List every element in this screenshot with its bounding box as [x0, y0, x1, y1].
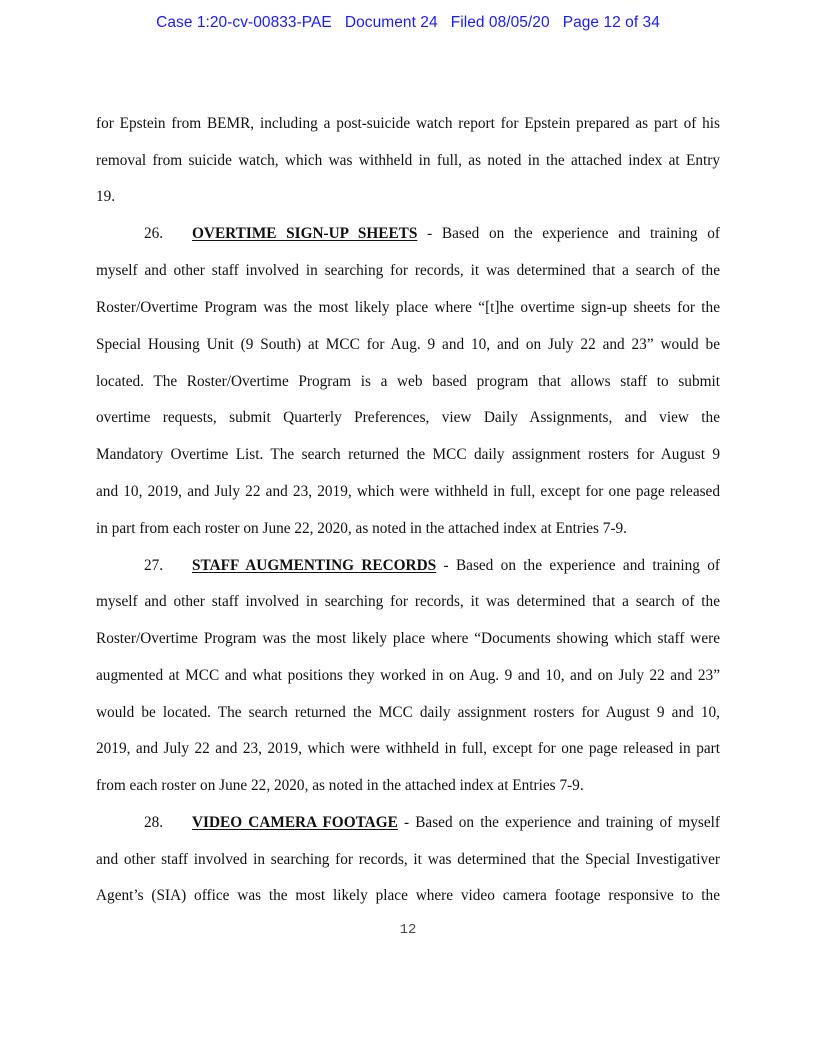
body-line: myself and other staff involved in searching for records, it was determined that a search of the	[96, 593, 720, 610]
body-line: for Epstein from BEMR, including a post-suicide watch report for Epstein prepared as part of his	[96, 115, 720, 132]
page-number: 12	[399, 922, 417, 938]
body-line: and other staff involved in searching for records, it was determined that the Special Investigativer	[96, 851, 720, 868]
body-line: in part from each roster on June 22, 2020, as noted in the attached index at Entries 7-9.	[96, 520, 627, 537]
paragraph-heading: OVERTIME SIGN-UP SHEETS	[192, 225, 418, 242]
paragraph-text: - Based on the experience and training of	[417, 225, 721, 242]
paragraph-number: 28.	[144, 814, 164, 831]
paragraph-heading: STAFF AUGMENTING RECORDS	[192, 557, 437, 574]
paragraph-text: - Based on the experience and training of myself	[397, 814, 720, 831]
body-line: removal from suicide watch, which was withheld in full, as noted in the attached index at Entry	[96, 152, 720, 169]
paragraph-number: 27.	[144, 557, 164, 574]
body-line: from each roster on June 22, 2020, as noted in the attached index at Entries 7-9.	[96, 777, 584, 794]
body-line: located. The Roster/Overtime Program is a web based program that allows staff to submit	[96, 373, 720, 390]
paragraph-27-first-line	[96, 556, 720, 576]
paragraph-28-first-line	[96, 813, 720, 833]
body-line: Special Housing Unit (9 South) at MCC for Aug. 9 and 10, and on July 22 and 23” would be	[96, 336, 720, 353]
paragraph-26-first-line	[96, 224, 720, 244]
paragraph-number: 26.	[144, 225, 164, 242]
body-line: augmented at MCC and what positions they worked in on Aug. 9 and 10, and on July 22 and 23”	[96, 667, 720, 684]
paragraph-heading: VIDEO CAMERA FOOTAGE	[192, 814, 398, 831]
body-line: Roster/Overtime Program was the most likely place where “[t]he overtime sign-up sheets for the	[96, 299, 720, 316]
body-line: 19.	[96, 188, 116, 205]
body-line: Roster/Overtime Program was the most likely place where “Documents showing which staff were	[96, 630, 720, 647]
body-line: 2019, and July 22 and 23, 2019, which were withheld in full, except for one page released in part	[96, 740, 720, 757]
body-line: would be located. The search returned the MCC daily assignment rosters for August 9 and 10,	[96, 704, 720, 721]
body-line: and 10, 2019, and July 22 and 23, 2019, which were withheld in full, except for one page released	[96, 483, 720, 500]
paragraph-text: - Based on the experience and training of	[436, 557, 721, 574]
case-header: Case 1:20-cv-00833-PAE Document 24 Filed 08/05/20 Page 12 of 34	[156, 14, 660, 31]
body-line: overtime requests, submit Quarterly Preferences, view Daily Assignments, and view the	[96, 409, 720, 426]
body-line: Mandatory Overtime List. The search returned the MCC daily assignment rosters for August 9	[96, 446, 720, 463]
body-line: Agent’s (SIA) office was the most likely place where video camera footage responsive to the	[96, 887, 720, 904]
body-line: myself and other staff involved in searching for records, it was determined that a search of the	[96, 262, 720, 279]
